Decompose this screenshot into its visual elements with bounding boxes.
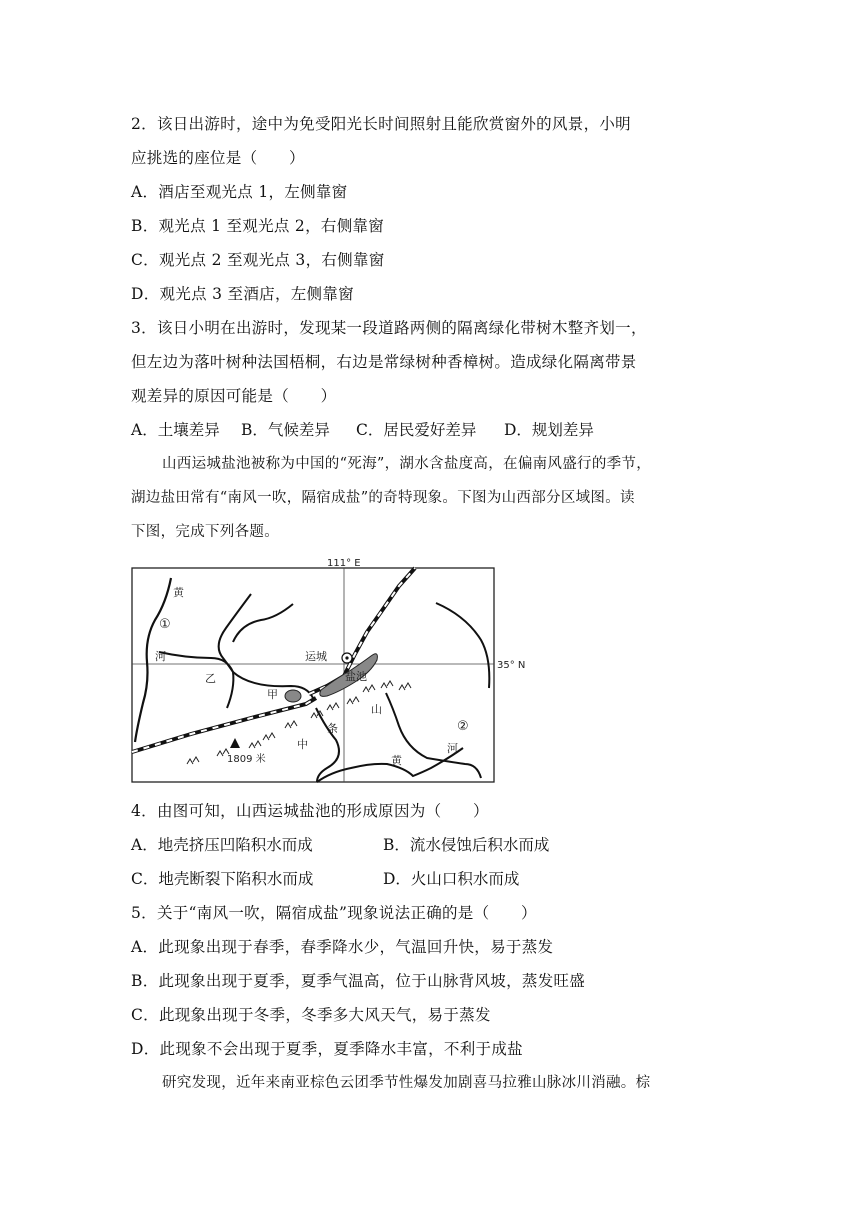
- label-yanchi: 盐池: [345, 670, 367, 683]
- q5-option-b: B．此现象出现于夏季，夏季气温高，位于山脉背风坡，蒸发旺盛: [131, 972, 586, 990]
- passage-line2: 湖边盐田常有“南风一吹，隔宿成盐”的奇特现象。下图为山西部分区域图。读: [131, 490, 635, 506]
- q3-options: [131, 418, 594, 440]
- q4-option-d: D．火山口积水而成: [383, 870, 520, 888]
- q5-option-c: C．此现象出现于冬季，冬季多大风天气，易于蒸发: [131, 1006, 491, 1024]
- q4-option-b: B．流水侵蚀后积水而成: [383, 836, 550, 854]
- q3-stem-line2: 但左边为落叶树种法国梧桐，右边是常绿树种香樟树。造成绿化隔离带景: [131, 353, 637, 371]
- q5-option-d: D．此现象不会出现于夏季，夏季降水丰富，不利于成盐: [131, 1040, 523, 1058]
- q4-options-row2: [131, 867, 519, 889]
- label-peak: 1809 米: [227, 754, 266, 765]
- shanxi-region-map: [131, 558, 529, 790]
- q2-stem-line1: 2．该日出游时，途中为免受阳光长时间照射且能欣赏窗外的风景，小明: [131, 115, 631, 133]
- q4-options-row1: [131, 833, 549, 855]
- q2-option-d: D．观光点 3 至酒店，左侧靠窗: [131, 285, 354, 303]
- passage-line1: 山西运城盐池被称为中国的“死海”，湖水含盐度高，在偏南风盛行的季节，: [162, 456, 652, 472]
- q5-option-a: A．此现象出现于春季，春季降水少，气温回升快，易于蒸发: [131, 938, 554, 956]
- q3-stem-line1: 3．该日小明在出游时，发现某一段道路两侧的隔离绿化带树木整齐划一，: [131, 319, 647, 337]
- q3-option-a: A．土壤差异: [131, 421, 220, 439]
- q2-stem-line2: 应挑选的座位是（ ）: [131, 149, 305, 167]
- label-circle-1: ①: [159, 617, 171, 632]
- lon-label: 111° E: [327, 558, 361, 569]
- label-huang-bottom: 黄: [391, 754, 402, 767]
- q4-option-a: A．地壳挤压凹陷积水而成: [131, 836, 313, 854]
- q2-option-a: A．酒店至观光点 1，左侧靠窗: [131, 183, 348, 201]
- q3-option-c: C．居民爱好差异: [356, 421, 477, 439]
- label-circle-2: ②: [457, 719, 469, 734]
- passage2-line1: 研究发现，近年来南亚棕色云团季节性爆发加剧喜马拉雅山脉冰川消融。棕: [162, 1075, 651, 1091]
- q4-stem: 4．由图可知，山西运城盐池的形成原因为（ ）: [131, 802, 489, 820]
- label-zhong: 中: [297, 738, 308, 751]
- label-he-right: 河: [447, 742, 458, 755]
- label-huang-top: 黄: [173, 586, 184, 599]
- lat-label: 35° N: [497, 660, 526, 671]
- q3-option-b: B．气候差异: [241, 421, 330, 439]
- q4-option-c: C．地壳断裂下陷积水而成: [131, 870, 314, 888]
- label-yi: 乙: [205, 672, 216, 685]
- q3-option-d: D．规划差异: [504, 421, 594, 439]
- label-jia: 甲: [267, 688, 278, 701]
- q3-stem-line3: 观差异的原因可能是（ ）: [131, 387, 337, 405]
- label-tiao: 条: [327, 722, 338, 735]
- q5-stem: 5．关于“南风一吹，隔宿成盐”现象说法正确的是（ ）: [131, 904, 537, 922]
- q2-option-c: C．观光点 2 至观光点 3，右侧靠窗: [131, 251, 385, 269]
- label-yuncheng: 运城: [305, 650, 327, 663]
- passage-line3: 下图，完成下列各题。: [131, 524, 279, 540]
- label-shan: 山: [371, 703, 382, 716]
- q2-option-b: B．观光点 1 至观光点 2，右侧靠窗: [131, 217, 385, 235]
- label-he-left: 河: [155, 650, 166, 663]
